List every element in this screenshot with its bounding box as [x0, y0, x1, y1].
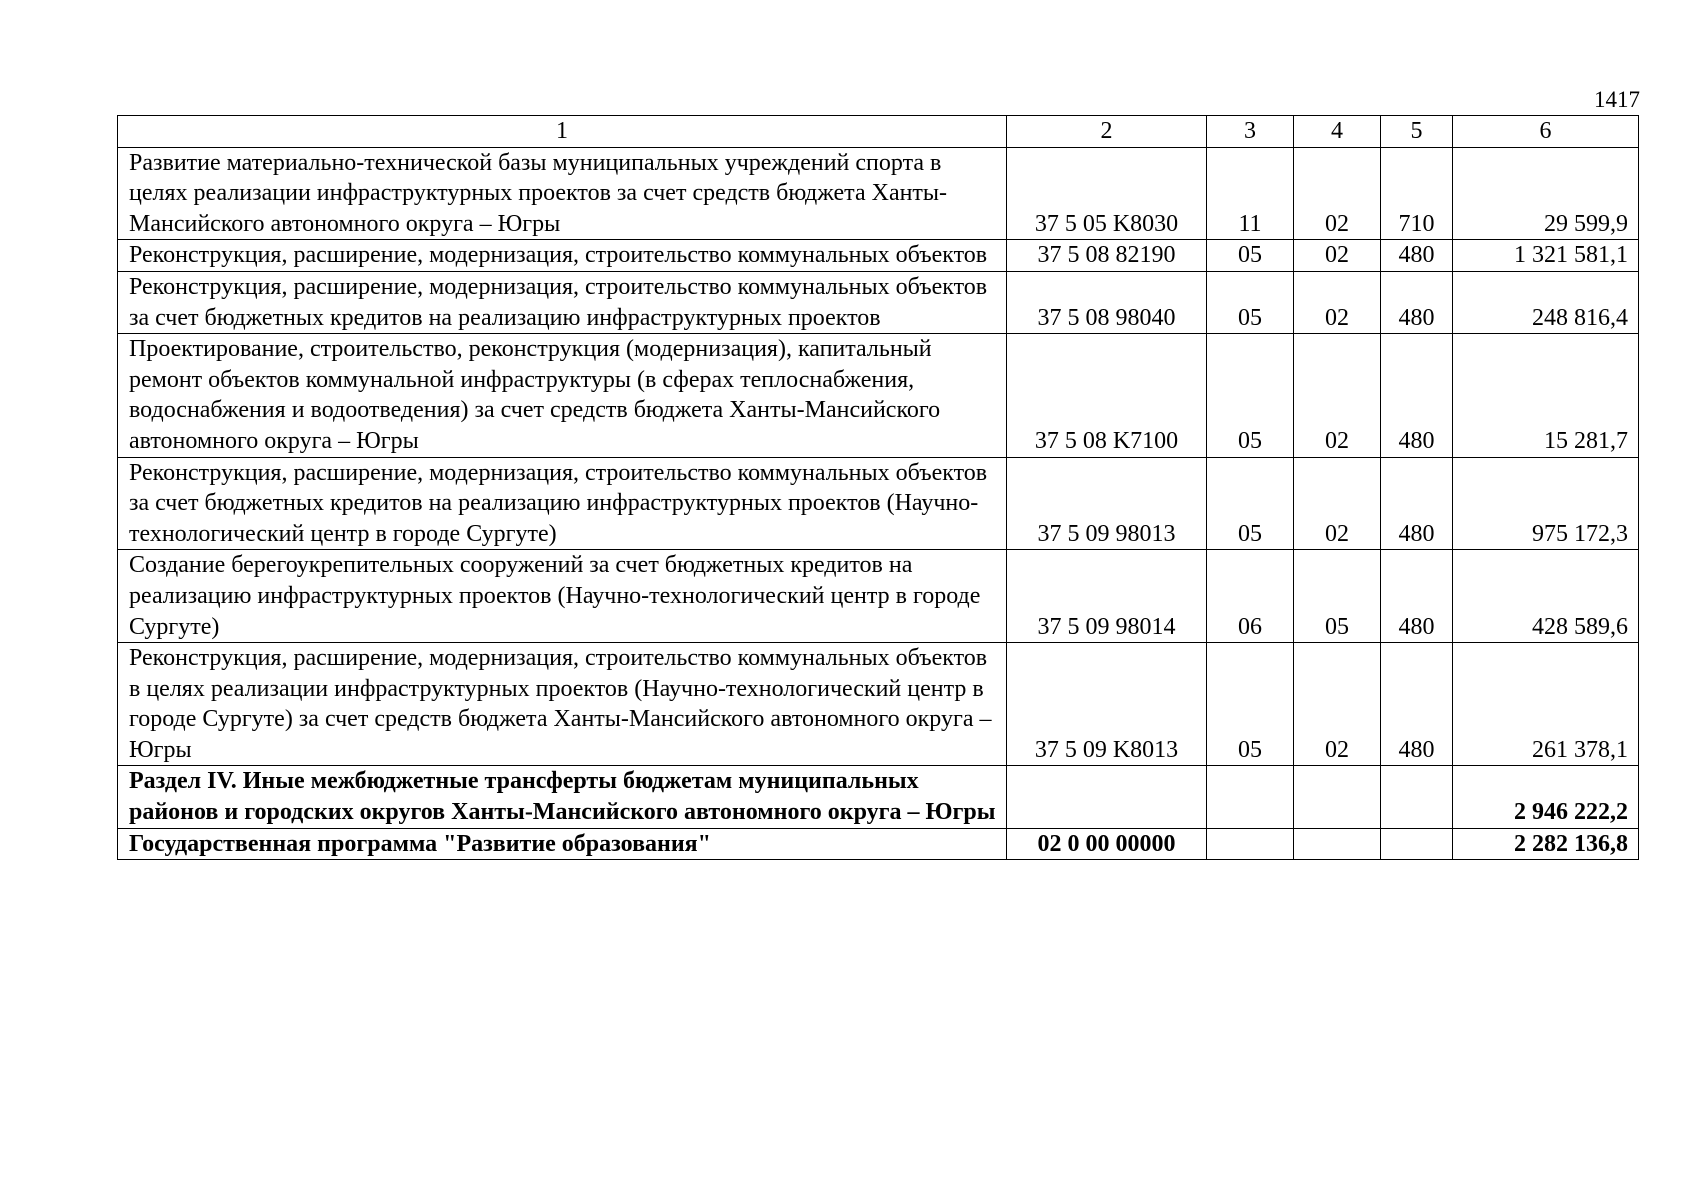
- row-name: Реконструкция, расширение, модернизация, строительство коммунальных объектов: [118, 240, 1007, 272]
- row-target-code: [1007, 766, 1207, 828]
- row-sum: 248 816,4: [1453, 271, 1639, 333]
- row-name: Реконструкция, расширение, модернизация, строительство коммунальных объектов за счет бюджетных кредитов на реализацию инфраструктурных проектов (Научно-технологический центр в городе Сургуте): [118, 457, 1007, 550]
- row-target-code: 37 5 08 98040: [1007, 271, 1207, 333]
- page-number: 1417: [1594, 87, 1640, 112]
- row-section: [1207, 828, 1294, 860]
- row-expense-type: 480: [1381, 550, 1453, 643]
- row-target-code: 37 5 09 98014: [1007, 550, 1207, 643]
- row-target-code: 37 5 09 98013: [1007, 457, 1207, 550]
- table-row: [118, 457, 1639, 550]
- row-expense-type: 710: [1381, 147, 1453, 240]
- header-col-4: 4: [1294, 116, 1381, 148]
- row-section: 06: [1207, 550, 1294, 643]
- row-target-code: 37 5 05 K8030: [1007, 147, 1207, 240]
- row-section: 05: [1207, 457, 1294, 550]
- row-target-code: 37 5 09 K8013: [1007, 643, 1207, 766]
- table-row: [118, 643, 1639, 766]
- row-subsection: 02: [1294, 240, 1381, 272]
- row-subsection: 05: [1294, 550, 1381, 643]
- row-section: 05: [1207, 240, 1294, 272]
- program-title: Государственная программа "Развитие образования": [118, 828, 1007, 860]
- row-expense-type: 480: [1381, 271, 1453, 333]
- row-expense-type: 480: [1381, 240, 1453, 272]
- row-name: Реконструкция, расширение, модернизация, строительство коммунальных объектов в целях реализации инфраструктурных проектов (Научно-технологический центр в городе Сургуте) за счет средств бюджета Ханты-Мансийского автономного округа – Югры: [118, 643, 1007, 766]
- row-subsection: 02: [1294, 147, 1381, 240]
- program-code: 02 0 00 00000: [1007, 828, 1207, 860]
- budget-table: [117, 115, 1639, 860]
- header-col-1: 1: [118, 116, 1007, 148]
- program-total: 2 282 136,8: [1453, 828, 1639, 860]
- row-expense-type: 480: [1381, 643, 1453, 766]
- row-section: 11: [1207, 147, 1294, 240]
- table-header-row: [118, 116, 1639, 148]
- table-row: [118, 334, 1639, 457]
- section-total: 2 946 222,2: [1453, 766, 1639, 828]
- row-expense-type: [1381, 766, 1453, 828]
- table-row: [118, 271, 1639, 333]
- row-expense-type: 480: [1381, 457, 1453, 550]
- row-subsection: [1294, 828, 1381, 860]
- row-target-code: 37 5 08 K7100: [1007, 334, 1207, 457]
- row-name: Проектирование, строительство, реконструкция (модернизация), капитальный ремонт объектов коммунальной инфраструктуры (в сферах теплоснабжения, водоснабжения и водоотведения) за счет средств бюджета Ханты-Мансийского автономного округа – Югры: [118, 334, 1007, 457]
- header-col-5: 5: [1381, 116, 1453, 148]
- header-col-2: 2: [1007, 116, 1207, 148]
- row-section: 05: [1207, 334, 1294, 457]
- row-sum: 29 599,9: [1453, 147, 1639, 240]
- row-subsection: [1294, 766, 1381, 828]
- row-name: Развитие материально-технической базы муниципальных учреждений спорта в целях реализации инфраструктурных проектов за счет средств бюджета Ханты-Мансийского автономного округа – Югры: [118, 147, 1007, 240]
- table-row: [118, 240, 1639, 272]
- row-expense-type: 480: [1381, 334, 1453, 457]
- row-subsection: 02: [1294, 334, 1381, 457]
- row-sum: 975 172,3: [1453, 457, 1639, 550]
- row-expense-type: [1381, 828, 1453, 860]
- row-section: 05: [1207, 643, 1294, 766]
- table-row: [118, 550, 1639, 643]
- row-subsection: 02: [1294, 643, 1381, 766]
- section-row: [118, 766, 1639, 828]
- row-target-code: 37 5 08 82190: [1007, 240, 1207, 272]
- header-col-6: 6: [1453, 116, 1639, 148]
- row-subsection: 02: [1294, 271, 1381, 333]
- row-sum: 1 321 581,1: [1453, 240, 1639, 272]
- row-sum: 261 378,1: [1453, 643, 1639, 766]
- table-row: [118, 147, 1639, 240]
- row-section: [1207, 766, 1294, 828]
- section-title: Раздел IV. Иные межбюджетные трансферты бюджетам муниципальных районов и городских округов Ханты-Мансийского автономного округа – Югры: [118, 766, 1007, 828]
- row-name: Реконструкция, расширение, модернизация, строительство коммунальных объектов за счет бюджетных кредитов на реализацию инфраструктурных проектов: [118, 271, 1007, 333]
- row-section: 05: [1207, 271, 1294, 333]
- row-sum: 15 281,7: [1453, 334, 1639, 457]
- row-subsection: 02: [1294, 457, 1381, 550]
- program-row: [118, 828, 1639, 860]
- header-col-3: 3: [1207, 116, 1294, 148]
- row-sum: 428 589,6: [1453, 550, 1639, 643]
- row-name: Создание берегоукрепительных сооружений за счет бюджетных кредитов на реализацию инфраструктурных проектов (Научно-технологический центр в городе Сургуте): [118, 550, 1007, 643]
